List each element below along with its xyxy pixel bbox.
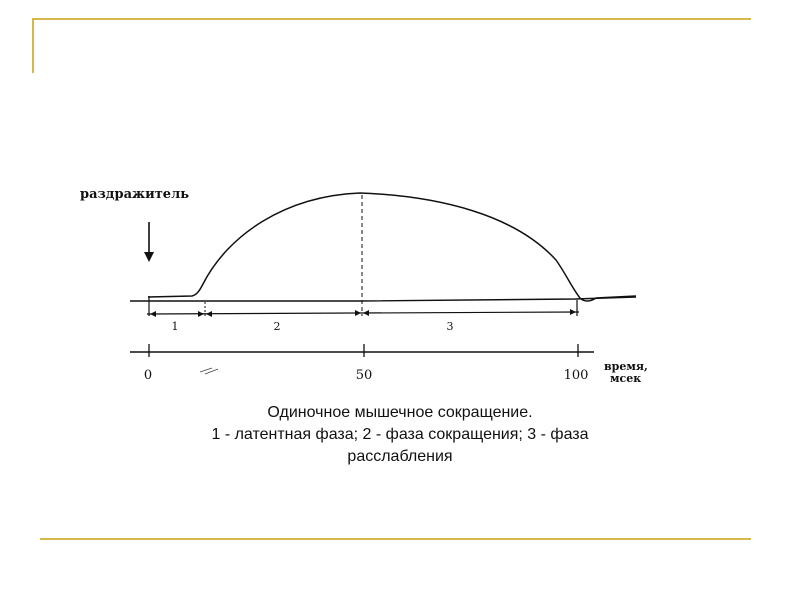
phase-arrowhead [198,311,204,317]
time-tick-label-50: 50 [355,368,373,383]
baseline [130,297,636,301]
phase-arrowhead [150,311,156,317]
time-tick-label-100: 100 [563,368,589,383]
time-axis-label-line1: время, [604,360,648,373]
caption-line-3: расслабления [347,448,453,465]
phase-arrowhead [206,311,212,317]
time-axis-label-line2: мсек [610,372,642,385]
contraction-curve [148,193,636,301]
phase-arrowhead [363,310,369,316]
figure-caption [150,402,650,468]
scan-artifact-mark [200,368,218,374]
phase-label-latent: 1 [171,320,179,333]
phase-label-contraction: 2 [273,320,281,333]
phase-label-relaxation: 3 [446,320,454,333]
stimulus-label: раздражитель [80,187,190,202]
phase-arrowhead [355,310,361,316]
caption-line-2: 1 - латентная фаза; 2 - фаза сокращения; 3 - фаза [211,426,589,443]
stimulus-arrow-head [144,252,154,262]
time-tick-label-0: 0 [143,368,153,383]
phase-arrowhead [570,309,576,315]
caption-line-1: Одиночное мышечное сокращение. [267,404,533,421]
